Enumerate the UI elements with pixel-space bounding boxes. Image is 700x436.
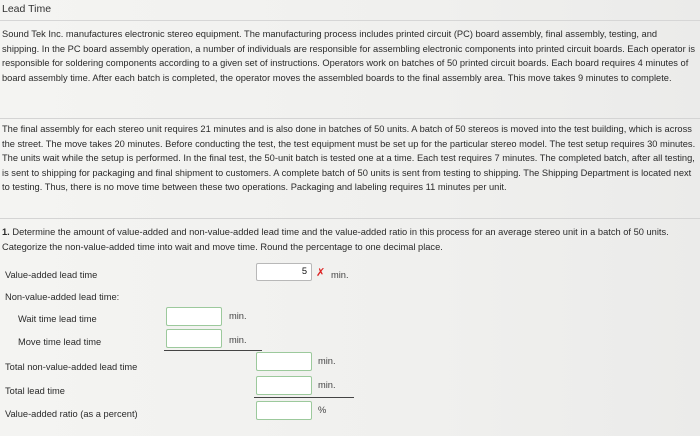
problem-paragraph-1: Sound Tek Inc. manufactures electronic stereo equipment. The manufacturing process includes printed circuit (PC) board assembly, final assembly, testing, and shipping. In the PC board assembly operation, a number of individuals are responsible for assembling electronic components into printed circuit boards. Each operator is responsible for soldering components according to a given set of instructions. Operators work on batches of 50 printed circuit boards. Each board requires 4 minutes of board assembly time. After each batch is completed, the operator moves the assembled boards to the final assembly area. This move takes 9 minutes to complete.: [2, 29, 695, 83]
total-lead-time-label: Total lead time: [5, 386, 65, 396]
divider: [0, 218, 700, 219]
question-number: 1.: [2, 227, 10, 237]
total-lead-time-input[interactable]: [256, 376, 312, 395]
move-time-unit: min.: [229, 335, 247, 345]
wait-time-label: Wait time lead time: [18, 314, 97, 324]
value-added-ratio-input[interactable]: [256, 401, 312, 420]
move-time-label: Move time lead time: [18, 337, 102, 347]
non-value-added-heading: Non-value-added lead time:: [5, 292, 120, 302]
total-non-value-added-input[interactable]: [256, 352, 312, 371]
value-added-unit: min.: [331, 270, 349, 280]
page-title: Lead Time: [2, 3, 52, 15]
question-body: Determine the amount of value-added and non-value-added lead time and the value-added ratio in this process for an average stereo unit in a batch of 50 units. Categorize the non-value-added time into wait and move time. Round the percentage to one decimal place.: [2, 227, 669, 252]
problem-paragraph-2: The final assembly for each stereo unit requires 21 minutes and is also done in batches of 50 units. A batch of 50 stereos is moved into the test building, which is across the street. The move takes 20 minutes. Before conducting the test, the test equipment must be set up for the particular stereo model. The test setup requires 30 minutes. The units wait while the setup is performed. In the final test, the 50-unit batch is tested one at a time. Each test requires 7 minutes. The completed batch, after all testing, is sent to shipping for packaging and final shipment to customers. A complete batch of 50 units is sent from testing to shipping. The Shipping Department is located next to testing. Thus, there is no move time between these two operations. Packaging and labeling requires 11 minutes per unit.: [2, 124, 696, 193]
divider: [0, 118, 700, 119]
total-non-value-added-label: Total non-value-added lead time: [5, 362, 138, 372]
incorrect-icon: ✗: [316, 267, 326, 279]
value-added-label: Value-added lead time: [5, 270, 98, 280]
question-text: [2, 225, 696, 254]
wait-time-unit: min.: [229, 311, 247, 321]
value-added-ratio-label: Value-added ratio (as a percent): [5, 409, 138, 419]
sum-line: [254, 397, 354, 398]
total-non-value-added-unit: min.: [318, 356, 336, 366]
value-added-ratio-unit: %: [318, 405, 327, 415]
wait-time-input[interactable]: [166, 307, 222, 326]
title-bar: [0, 0, 700, 21]
value-added-input[interactable]: 5: [256, 263, 312, 281]
total-lead-time-unit: min.: [318, 380, 336, 390]
move-time-input[interactable]: [166, 329, 222, 348]
sum-line: [164, 350, 262, 351]
